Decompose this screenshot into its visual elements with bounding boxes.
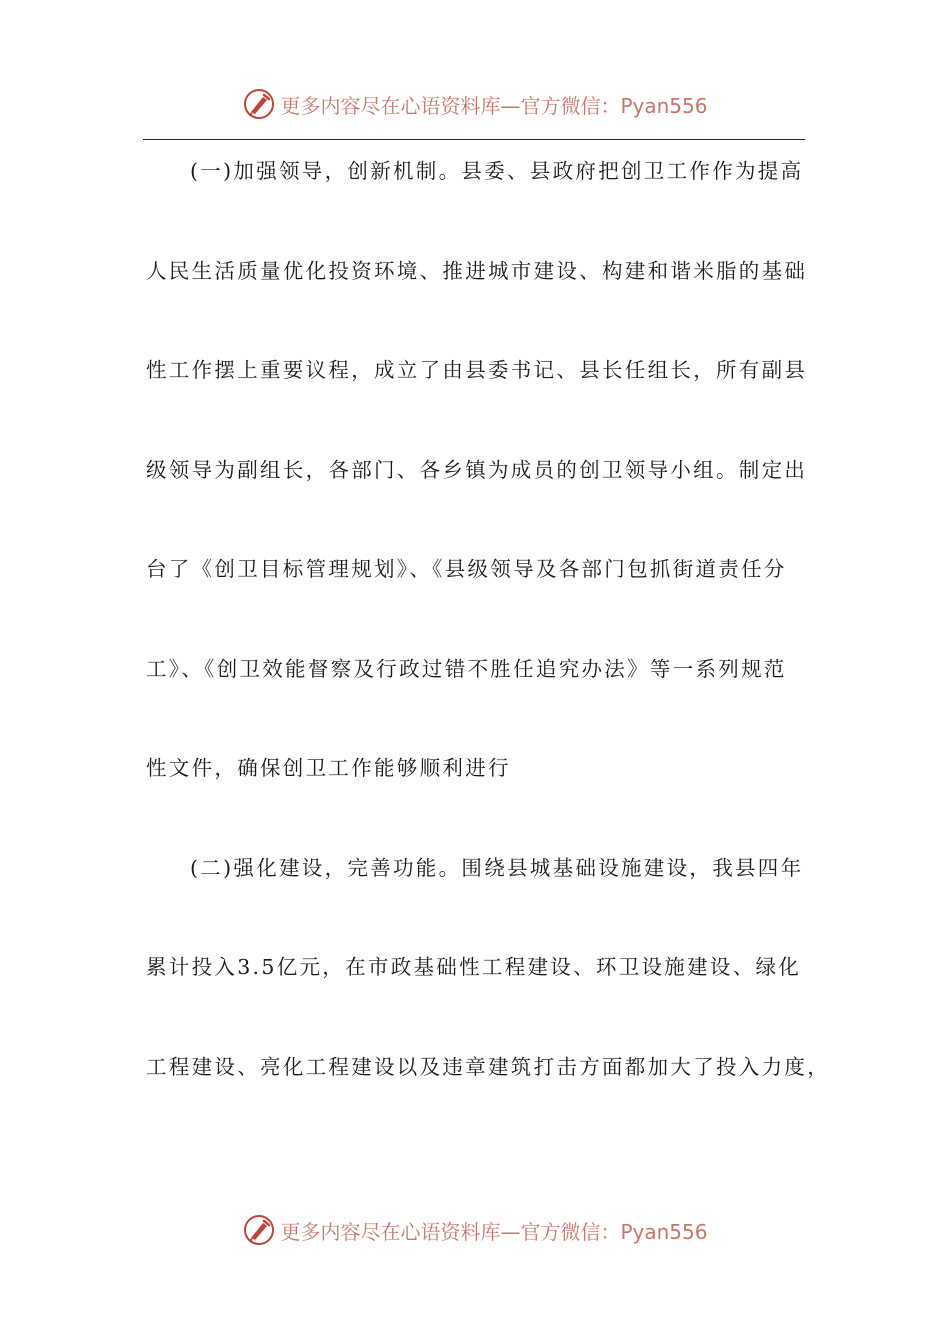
pen-nib-icon xyxy=(242,1213,276,1247)
paragraph-1-line-3: 性工作摆上重要议程，成立了由县委书记、县长任组长，所有副县 xyxy=(146,358,808,382)
paragraph-1-line-2: 人民生活质量优化投资环境、推进城市建设、构建和谐米脂的基础 xyxy=(146,258,808,283)
paragraph-1-line-5: 台了《创卫目标管理规划》、《县级领导及各部门包抓街道责任分 xyxy=(146,557,787,581)
header-banner-text: 更多内容尽在心语资料库—官方微信：Pyan556 xyxy=(280,93,708,118)
paragraph-1-line-7: 性文件，确保创卫工作能够顺利进行 xyxy=(146,756,511,780)
paragraph-2-line-1: (二)强化建设，完善功能。围绕县城基础设施建设，我县四年 xyxy=(190,855,804,880)
paragraph-1-line-6: 工》、《创卫效能督察及行政过错不胜任追究办法》等一系列规范 xyxy=(146,656,787,681)
header-banner xyxy=(0,82,950,126)
paragraph-1-line-4: 级领导为副组长，各部门、各乡镇为成员的创卫领导小组。制定出 xyxy=(146,457,808,482)
footer-banner-text: 更多内容尽在心语资料库—官方微信：Pyan556 xyxy=(280,1219,708,1244)
paragraph-1-line-1: (一)加强领导，创新机制。县委、县政府把创卫工作作为提高 xyxy=(190,159,804,183)
header-divider xyxy=(143,139,805,140)
footer-banner xyxy=(0,1208,950,1252)
paragraph-2-line-3: 工程建设、亮化工程建设以及违章建筑打击方面都加大了投入力度， xyxy=(146,1054,830,1079)
pen-nib-icon xyxy=(242,87,276,121)
document-body xyxy=(146,146,830,1141)
paragraph-2-line-2: 累计投入3.5亿元，在市政基础性工程建设、环卫设施建设、绿化 xyxy=(146,955,802,979)
